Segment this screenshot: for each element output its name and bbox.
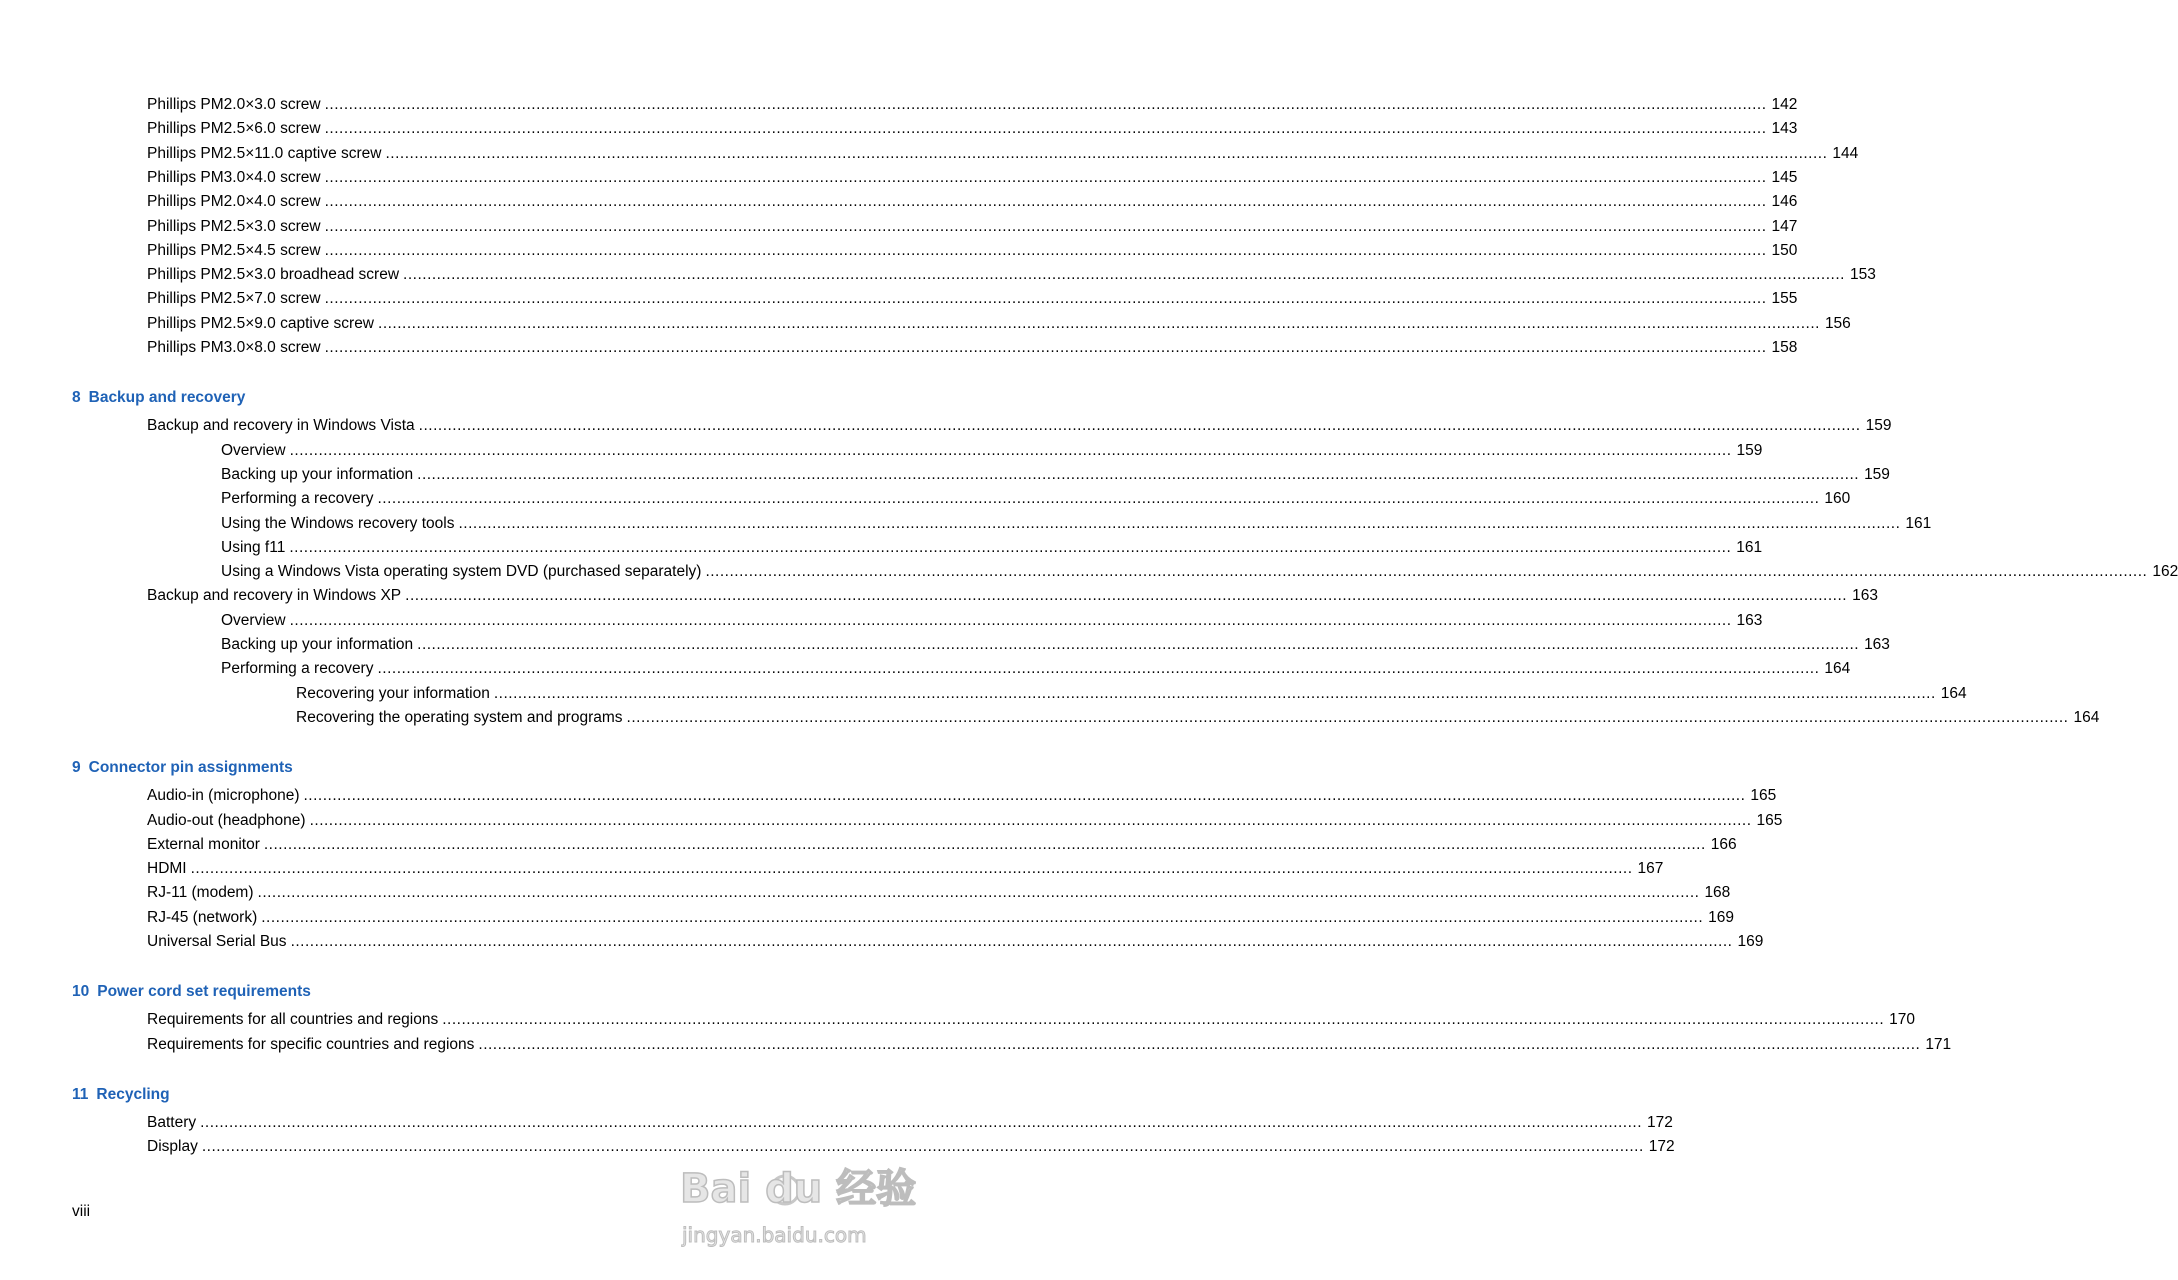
toc-entry-title: Phillips PM2.5×3.0 broadhead screw — [147, 266, 400, 284]
chapter-number: 9 — [72, 759, 81, 777]
toc-entry[interactable] — [147, 314, 1851, 335]
dot-leader: ............................................................................................................................................................................................................................................................................................................ — [417, 636, 1860, 653]
dot-leader: ............................................................................................................................................................................................................................................................................................................ — [378, 314, 1820, 332]
toc-entry-title: Backing up your information — [221, 465, 414, 483]
toc-entry[interactable] — [147, 120, 1798, 140]
dot-leader: ............................................................................................................................................................................................................................................................................................................ — [324, 339, 1767, 356]
dot-leader: ............................................................................................................................................................................................................................................................................................................ — [377, 490, 1820, 508]
toc-entry[interactable] — [147, 266, 1876, 286]
chapter-title: Backup and recovery — [88, 389, 246, 407]
toc-entry[interactable] — [147, 1035, 1952, 1056]
toc-entry[interactable] — [221, 465, 1890, 486]
toc-entry[interactable] — [221, 563, 2178, 583]
toc-entry-title: Phillips PM2.5×11.0 captive screw — [147, 144, 382, 162]
toc-entry-page: 159 — [1736, 441, 1763, 459]
toc-entry-title: Phillips PM2.0×4.0 screw — [147, 193, 321, 211]
toc-entry-page: 158 — [1771, 339, 1798, 356]
dot-leader: ............................................................................................................................................................................................................................................................................................................ — [290, 933, 1733, 950]
toc-entry[interactable] — [221, 611, 1763, 632]
dot-leader: ............................................................................................................................................................................................................................................................................................................ — [405, 587, 1848, 605]
watermark-logo — [680, 1160, 920, 1260]
dot-leader: ............................................................................................................................................................................................................................................................................................................ — [626, 708, 2069, 726]
toc-entry-page: 159 — [1864, 465, 1890, 483]
toc-entry[interactable] — [147, 860, 1664, 880]
dot-leader: ............................................................................................................................................................................................................................................................................................................ — [478, 1035, 1921, 1053]
toc-entry-page: 164 — [2073, 708, 2100, 726]
toc-entry[interactable] — [147, 908, 1735, 929]
toc-entry-title: Backup and recovery in Windows Vista — [147, 417, 415, 435]
chapter-title: Connector pin assignments — [88, 759, 293, 777]
toc-entry-page: 153 — [1849, 266, 1876, 284]
dot-leader: ............................................................................................................................................................................................................................................................................................................ — [377, 660, 1820, 678]
toc-entry-title: Battery — [147, 1113, 197, 1131]
toc-entry[interactable] — [296, 708, 2100, 729]
toc-entry-page: 166 — [1710, 835, 1737, 853]
dot-leader: ............................................................................................................................................................................................................................................................................................................ — [257, 884, 1700, 902]
toc-entry[interactable] — [147, 884, 1731, 904]
toc-entry-title: Performing a recovery — [221, 490, 374, 508]
toc-entry-page: 145 — [1771, 168, 1798, 186]
dot-leader: ............................................................................................................................................................................................................................................................................................................ — [458, 514, 1901, 532]
toc-entry-page: 163 — [1864, 636, 1890, 653]
toc-entry[interactable] — [147, 1113, 1673, 1134]
toc-entry-title: RJ-11 (modem) — [147, 884, 254, 902]
toc-entry[interactable] — [147, 1011, 1916, 1031]
watermark-brand: Bai du 经验 — [680, 1166, 917, 1212]
toc-entry-title: Phillips PM2.5×3.0 screw — [147, 217, 321, 235]
toc-entry-page: 160 — [1824, 490, 1851, 508]
toc-entry-title: Phillips PM2.5×6.0 screw — [147, 120, 321, 138]
toc-entry-title: Phillips PM3.0×4.0 screw — [147, 168, 321, 186]
toc-entry-title: Audio-out (headphone) — [147, 811, 306, 829]
toc-entry[interactable] — [147, 787, 1777, 807]
toc-entry[interactable] — [221, 660, 1851, 680]
toc-entry-page: 170 — [1889, 1011, 1916, 1029]
toc-entry-title: Recovering your information — [296, 684, 490, 702]
toc-entry-title: Phillips PM2.5×4.5 screw — [147, 241, 321, 259]
dot-leader: ............................................................................................................................................................................................................................................................................................................ — [324, 168, 1767, 186]
toc-entry[interactable] — [147, 290, 1798, 310]
chapter-heading[interactable] — [72, 759, 293, 777]
baidu-jingyan-watermark — [680, 1160, 920, 1260]
toc-entry[interactable] — [147, 587, 1878, 607]
toc-entry-page: 144 — [1832, 144, 1859, 162]
toc-entry-page: 169 — [1737, 933, 1764, 950]
dot-leader: ............................................................................................................................................................................................................................................................................................................ — [324, 120, 1767, 138]
chapter-number: 11 — [72, 1085, 89, 1103]
toc-entry-title: Audio-in (microphone) — [147, 787, 300, 805]
toc-entry[interactable] — [221, 636, 1890, 656]
dot-leader: ............................................................................................................................................................................................................................................................................................................ — [418, 417, 1861, 435]
dot-leader: ............................................................................................................................................................................................................................................................................................................ — [324, 193, 1767, 211]
toc-entry[interactable] — [147, 193, 1798, 213]
dot-leader: ............................................................................................................................................................................................................................................................................................................ — [385, 144, 1828, 162]
toc-entry[interactable] — [147, 811, 1783, 832]
toc-entry[interactable] — [147, 835, 1737, 856]
chapter-heading[interactable] — [72, 983, 311, 1001]
dot-leader: ............................................................................................................................................................................................................................................................................................................ — [303, 787, 1746, 805]
toc-entry-title: Using the Windows recovery tools — [221, 514, 455, 532]
toc-entry-page: 150 — [1771, 241, 1798, 259]
dot-leader: ............................................................................................................................................................................................................................................................................................................ — [324, 290, 1767, 308]
toc-entry-title: Phillips PM2.5×7.0 screw — [147, 290, 321, 308]
toc-entry-page: 172 — [1648, 1138, 1675, 1156]
dot-leader: ............................................................................................................................................................................................................................................................................................................ — [263, 835, 1706, 853]
dot-leader: ............................................................................................................................................................................................................................................................................................................ — [201, 1138, 1644, 1156]
toc-entry-title: Universal Serial Bus — [147, 933, 287, 950]
toc-entry-title: Backing up your information — [221, 636, 414, 653]
toc-entry-page: 159 — [1865, 417, 1892, 435]
toc-entry-title: Phillips PM2.0×3.0 screw — [147, 96, 321, 113]
dot-leader: ............................................................................................................................................................................................................................................................................................................ — [289, 441, 1732, 459]
toc-entry-page: 169 — [1708, 908, 1735, 926]
dot-leader: ............................................................................................................................................................................................................................................................................................................ — [200, 1113, 1643, 1131]
toc-entry[interactable] — [147, 241, 1798, 262]
toc-entry-title: External monitor — [147, 835, 260, 853]
toc-entry-title: Overview — [221, 611, 286, 629]
dot-leader: ............................................................................................................................................................................................................................................................................................................ — [190, 860, 1633, 878]
chapter-heading[interactable] — [72, 1086, 170, 1104]
toc-entry-title: Requirements for specific countries and regions — [147, 1035, 475, 1053]
toc-entry-page: 164 — [1940, 684, 1967, 702]
toc-entry-page: 156 — [1824, 314, 1851, 332]
dot-leader: ............................................................................................................................................................................................................................................................................................................ — [324, 217, 1767, 235]
dot-leader: ............................................................................................................................................................................................................................................................................................................ — [493, 684, 1936, 702]
dot-leader: ............................................................................................................................................................................................................................................................................................................ — [289, 538, 1732, 556]
toc-entry-title: RJ-45 (network) — [147, 908, 258, 926]
toc-entry-page: 172 — [1647, 1113, 1673, 1131]
toc-entry-page: 165 — [1750, 787, 1777, 805]
toc-entry[interactable] — [147, 339, 1798, 359]
chapter-heading[interactable] — [72, 389, 245, 407]
dot-leader: ............................................................................................................................................................................................................................................................................................................ — [417, 465, 1860, 483]
toc-entry-title: HDMI — [147, 860, 187, 878]
dot-leader: ............................................................................................................................................................................................................................................................................................................ — [309, 811, 1752, 829]
toc-entry-page: 165 — [1756, 811, 1783, 829]
toc-entry[interactable] — [221, 514, 1932, 535]
toc-entry-page: 161 — [1905, 514, 1932, 532]
toc-entry-title: Display — [147, 1138, 198, 1156]
dot-leader: ............................................................................................................................................................................................................................................................................................................ — [261, 908, 1704, 926]
dot-leader: ............................................................................................................................................................................................................................................................................................................ — [289, 611, 1732, 629]
chapter-number: 10 — [72, 983, 90, 1001]
dot-leader: ............................................................................................................................................................................................................................................................................................................ — [324, 241, 1767, 259]
dot-leader: ............................................................................................................................................................................................................................................................................................................ — [403, 266, 1845, 284]
toc-entry-page: 167 — [1637, 860, 1664, 878]
toc-entry[interactable] — [221, 441, 1763, 462]
toc-entry-title: Overview — [221, 441, 286, 459]
toc-entry[interactable] — [147, 168, 1798, 189]
chapter-title: Power cord set requirements — [97, 983, 311, 1001]
toc-entry-title: Performing a recovery — [221, 660, 374, 678]
dot-leader: ............................................................................................................................................................................................................................................................................................................ — [324, 96, 1767, 113]
dot-leader: ............................................................................................................................................................................................................................................................................................................ — [442, 1011, 1885, 1029]
toc-entry[interactable] — [147, 96, 1798, 116]
toc-entry-title: Requirements for all countries and regions — [147, 1011, 439, 1029]
toc-entry[interactable] — [221, 490, 1851, 510]
toc-entry-page: 142 — [1771, 96, 1798, 113]
toc-entry-page: 147 — [1771, 217, 1798, 235]
toc-entry-page: 161 — [1736, 538, 1763, 556]
toc-entry-title: Using a Windows Vista operating system DVD (purchased separately) — [221, 563, 702, 581]
toc-entry[interactable] — [147, 417, 1892, 437]
page-number: viii — [72, 1203, 91, 1220]
toc-entry-page: 168 — [1704, 884, 1731, 902]
toc-entry[interactable] — [147, 933, 1764, 953]
toc-entry[interactable] — [147, 1138, 1675, 1158]
toc-entry-page: 164 — [1824, 660, 1851, 678]
toc-entry-title: Recovering the operating system and programs — [296, 708, 623, 726]
toc-entry-page: 155 — [1771, 290, 1798, 308]
toc-entry-page: 163 — [1736, 611, 1763, 629]
toc-entry-page: 146 — [1771, 193, 1798, 211]
toc-entry[interactable] — [147, 217, 1798, 238]
toc-entry-title: Using f11 — [221, 538, 286, 556]
watermark-url: jingyan.baidu.com — [682, 1223, 867, 1247]
chapter-number: 8 — [72, 389, 81, 407]
toc-entry[interactable] — [296, 684, 1967, 705]
dot-leader: ............................................................................................................................................................................................................................................................................................................ — [705, 563, 2148, 581]
chapter-title: Recycling — [96, 1085, 170, 1103]
toc-entry-page: 143 — [1771, 120, 1798, 138]
toc-entry-page: 163 — [1852, 587, 1878, 605]
toc-entry-page: 162 — [2152, 563, 2178, 581]
toc-entry[interactable] — [147, 144, 1859, 165]
toc-entry-title: Phillips PM3.0×8.0 screw — [147, 339, 321, 356]
toc-entry-title: Backup and recovery in Windows XP — [147, 587, 402, 605]
toc-entry-page: 171 — [1925, 1035, 1952, 1053]
toc-entry[interactable] — [221, 538, 1763, 559]
toc-entry-title: Phillips PM2.5×9.0 captive screw — [147, 314, 375, 332]
